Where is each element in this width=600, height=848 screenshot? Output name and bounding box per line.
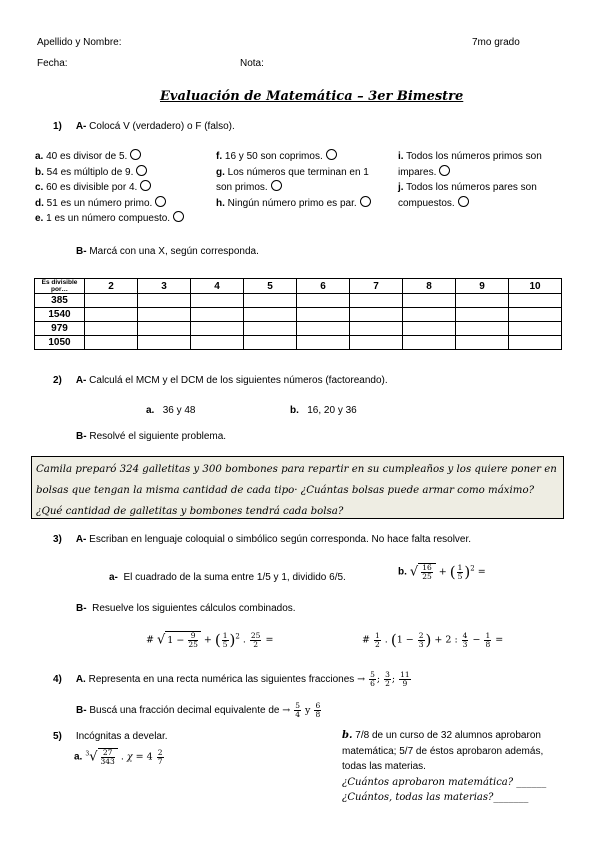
q2-b-heading: B- Resolvé el siguiente problema. <box>76 431 227 442</box>
table-header: 3 <box>138 279 191 294</box>
q1-col1 <box>35 149 184 227</box>
list-item: h. Ningún número primo es par. <box>216 196 371 212</box>
list-item: son primos. <box>216 180 371 196</box>
q1-heading: 1) A- Colocá V (verdadero) o F (falso). <box>53 121 235 132</box>
q4-b-fractions: → $\frac{5}{4}$ y $\frac{6}{8}$ <box>282 701 321 719</box>
problem-box: Camila preparó 324 galletitas y 300 bombones para repartir en su cumpleaños y los quiere poner en bolsas que tengan la misma cantidad de cada tipo· ¿Cuántas bolsas puede armar como máximo? ¿Qué cantidad de galletitas y bombones tendrá cada bolsa? <box>31 456 564 519</box>
table-row: 1540 <box>35 308 562 322</box>
q3-b-heading: B- Resuelve los siguientes cálculos combinados. <box>76 603 296 614</box>
q3-item-a: a- El cuadrado de la suma entre 1/5 y 1, dividido 6/5. <box>109 572 346 583</box>
answer-circle[interactable] <box>271 180 282 191</box>
list-item: b. 54 es múltiplo de 9. <box>35 165 184 181</box>
table-header: 8 <box>403 279 456 294</box>
divisibility-table <box>34 278 562 350</box>
list-item: f. 16 y 50 son coprimos. <box>216 149 371 165</box>
q3-heading: 3) A- Escriban en lenguaje coloquial o simbólico según corresponda. No hace falta resolver. <box>53 534 472 545</box>
answer-circle[interactable] <box>458 196 469 207</box>
grade-text: 7mo grado <box>472 37 520 48</box>
page-title: Evaluación de Matemática – 3er Bimestre <box>160 89 464 104</box>
table-header: 9 <box>456 279 509 294</box>
table-header: 4 <box>191 279 244 294</box>
list-item: c. 60 es divisible por 4. <box>35 180 184 196</box>
q1-col3 <box>398 149 542 211</box>
list-item: impares. <box>398 165 542 181</box>
table-corner: Es divisible por… <box>35 279 85 294</box>
combined-calc-1: # √ 1 − $\frac{9}{25}$ + ( $\frac{1}{5}$ )$^2$ . $\frac{25}{2}$ = <box>146 630 274 649</box>
q3-item-b: b. √ $\frac{16}{25}$ + ( $\frac{1}{5}$ )$^2$ = <box>398 562 486 581</box>
q1-col2 <box>216 149 371 211</box>
q1-b-heading: B- Marcá con una X, según corresponda. <box>76 246 259 257</box>
table-header: 6 <box>297 279 350 294</box>
list-item: compuestos. <box>398 196 542 212</box>
table-header: 5 <box>244 279 297 294</box>
name-label: Apellido y Nombre: <box>37 37 122 48</box>
answer-circle[interactable] <box>439 165 450 176</box>
combined-calc-2: # $\frac{1}{2}$ . (1 − $\frac{2}{3}$ ) + 2 : $\frac{4}{3}$ − $\frac{1}{8}$ = <box>362 630 504 649</box>
list-item: j. Todos los números pares son <box>398 182 537 193</box>
table-row: 385 <box>35 294 562 308</box>
answer-circle[interactable] <box>360 196 371 207</box>
table-header: 7 <box>350 279 403 294</box>
q2-heading: 2) A- Calculá el MCM y el DCM de los siguientes números (factoreando). <box>53 375 388 386</box>
list-item: g. Los números que terminan en 1 <box>216 166 369 178</box>
answer-circle[interactable] <box>326 149 337 160</box>
q4-fractions: → $\frac{5}{6}$ ; $\frac{3}{2}$ ; $\frac{11}{9}$ <box>357 670 410 688</box>
answer-circle[interactable] <box>130 149 141 160</box>
table-row: 979 <box>35 322 562 336</box>
grade-label: Nota: <box>240 58 264 69</box>
q4-b-heading: B- Buscá una fracción decimal equivalente de → $\frac{5}{4}$ y $\frac{6}{8}$ <box>76 701 321 719</box>
answer-circle[interactable] <box>173 211 184 222</box>
list-item: e. 1 es un número compuesto. <box>35 211 184 227</box>
q5-heading: 5) Incógnitas a develar. <box>53 731 168 742</box>
answer-circle[interactable] <box>140 180 151 191</box>
answer-circle[interactable] <box>155 196 166 207</box>
date-label: Fecha: <box>37 58 68 69</box>
list-item: d. 51 es un número primo. <box>35 196 184 212</box>
answer-circle[interactable] <box>136 165 147 176</box>
table-row: 1050 <box>35 336 562 350</box>
table-header: 10 <box>509 279 562 294</box>
q5-item-b: b. 7/8 de un curso de 32 alumnos aprobaron matemática; 5/7 de éstos aprobaron además, todas las materias. ¿Cuántos aprobaron matemática? ______ ¿Cuántos, todas las materias?_______ <box>342 730 547 803</box>
q5-item-a: a. $^3$√ $\frac{27}{343}$ . χ = 4 $\frac{2}{7}$ <box>74 747 163 766</box>
q4-heading: 4) A. Representa en una recta numérica las siguientes fracciones → $\frac{5}{6}$ ; $\frac{3}{2}$ ; $\frac{11}{9}$ <box>53 670 410 688</box>
list-item: a. 40 es divisor de 5. <box>35 149 184 165</box>
table-header: 2 <box>85 279 138 294</box>
list-item: i. Todos los números primos son <box>398 151 542 162</box>
q2-item-b: b. 16, 20 y 36 <box>290 405 357 416</box>
q2-item-a: a. 36 y 48 <box>146 405 196 416</box>
